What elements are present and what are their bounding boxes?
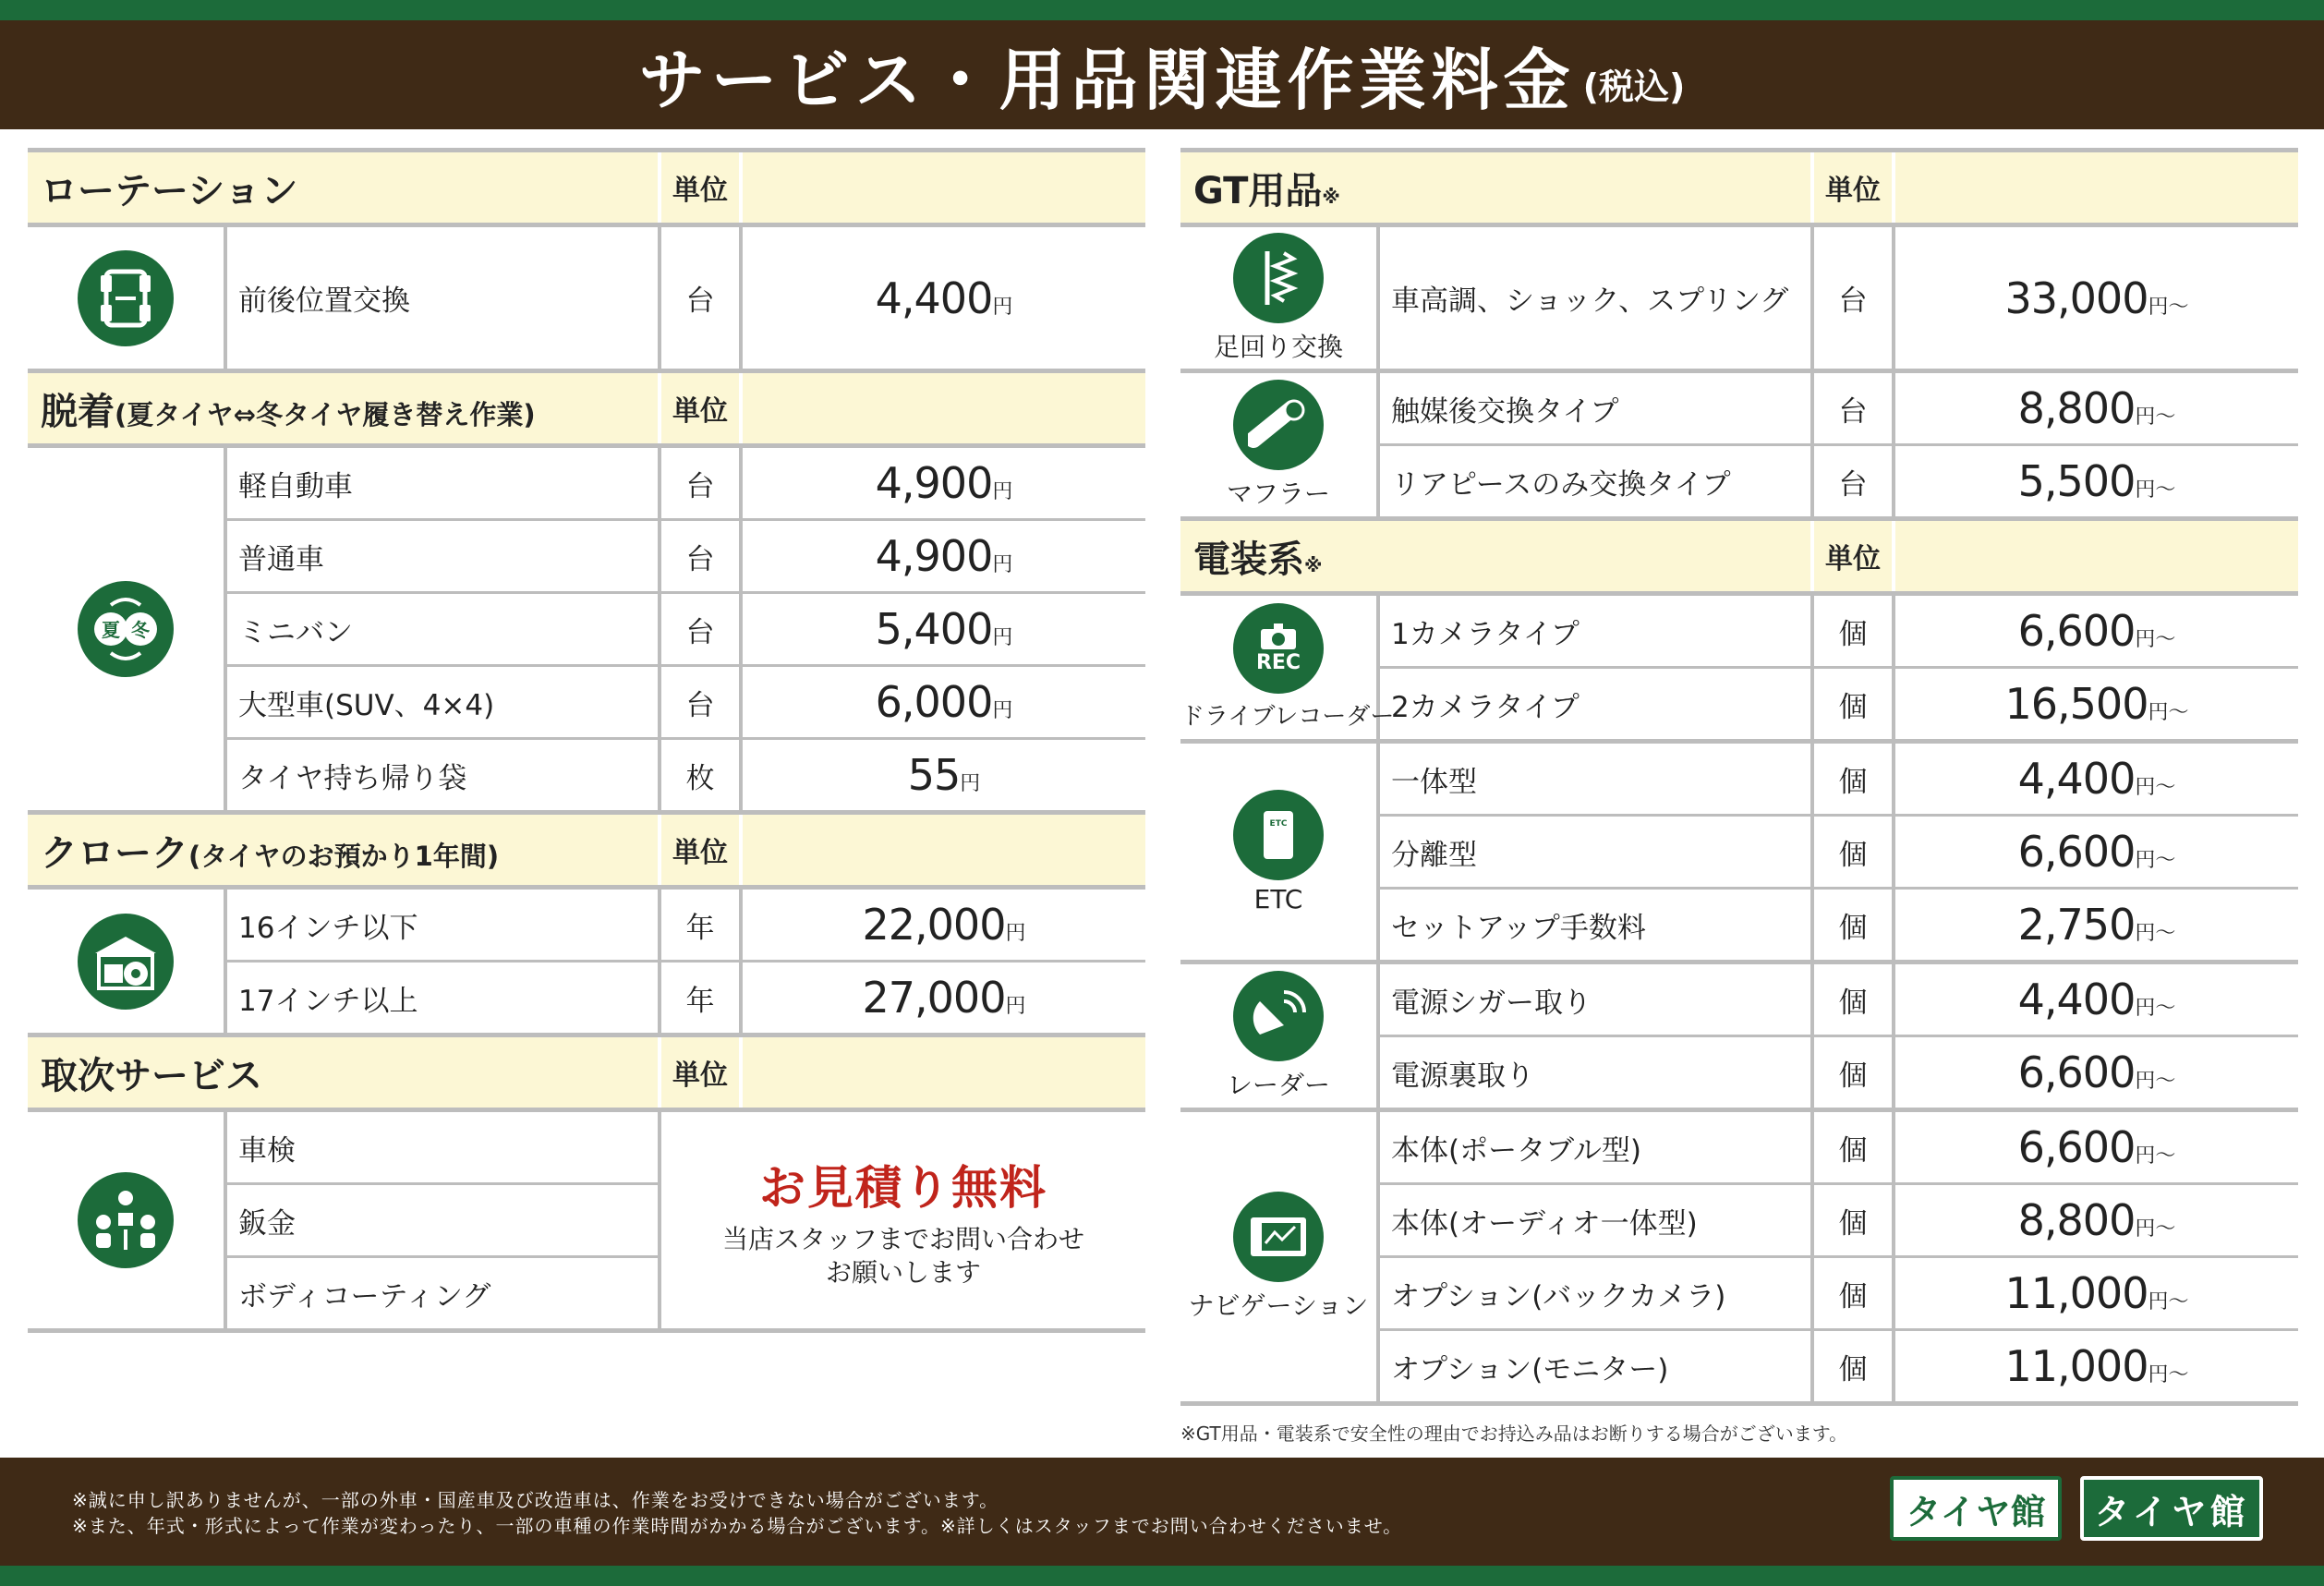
page-header xyxy=(0,20,2324,129)
unit-header: 単位 xyxy=(1812,519,1894,594)
row-price: 8,800円〜 xyxy=(1894,1184,2298,1257)
row-price: 16,500円〜 xyxy=(1894,668,2298,742)
left-price-table xyxy=(28,148,1145,1333)
radar-icon-cell xyxy=(1180,962,1378,1110)
cloak-icon-cell xyxy=(28,888,225,1035)
row-name: 大型車(SUV、4×4) xyxy=(225,666,660,739)
section-title: クローク(タイヤのお預かり1年間) xyxy=(28,813,660,888)
row-unit: 個 xyxy=(1812,1330,1894,1404)
row-price: 2,750円〜 xyxy=(1894,889,2298,962)
table-row xyxy=(1180,371,2298,445)
unit-header: 単位 xyxy=(660,1035,741,1110)
bottom-stripe xyxy=(0,1566,2324,1586)
section-title: 取次サービス xyxy=(28,1035,660,1110)
table-row xyxy=(1180,962,2298,1036)
svg-text:ETC: ETC xyxy=(1269,818,1288,829)
row-price: 4,400円 xyxy=(741,225,1145,371)
row-price: 5,400円 xyxy=(741,593,1145,666)
estimate-box xyxy=(660,1110,1145,1331)
footer-note-1: ※誠に申し訳ありませんが、一部の外車・国産車及び改造車は、作業をお受けできない場合がございます。 xyxy=(72,1489,999,1511)
section-title: GT用品※ xyxy=(1180,151,1812,225)
footer-note-2: ※また、年式・形式によって作業が変わったり、一部の車種の作業時間がかかる場合がございます。※詳しくはスタッフまでお問い合わせくださいませ。 xyxy=(72,1515,1403,1537)
row-unit: 個 xyxy=(1812,889,1894,962)
row-unit: 個 xyxy=(1812,962,1894,1036)
section-header-denso xyxy=(1180,519,2298,594)
tirekan-logo-white: タイヤ館 xyxy=(1890,1476,2062,1541)
row-price: 4,400円〜 xyxy=(1894,742,2298,816)
row-name: 17インチ以上 xyxy=(225,962,660,1035)
section-header-gt xyxy=(1180,151,2298,225)
row-price: 6,600円〜 xyxy=(1894,816,2298,889)
row-unit: 個 xyxy=(1812,1257,1894,1330)
page-title: サービス・用品関連作業料金 xyxy=(638,42,1576,119)
section-header-dechaku xyxy=(28,371,1145,446)
table-row xyxy=(28,446,1145,520)
svg-text:夏: 夏 xyxy=(102,619,120,641)
navi-icon-cell xyxy=(1180,1110,1378,1404)
row-name: 2カメラタイプ xyxy=(1378,668,1812,742)
right-panel xyxy=(1180,148,2298,1406)
row-name: 前後位置交換 xyxy=(225,225,660,371)
row-unit: 年 xyxy=(660,888,741,962)
right-price-table xyxy=(1180,148,2298,1406)
icon-label: マフラー xyxy=(1226,478,1330,509)
section-header-cloak xyxy=(28,813,1145,888)
row-name: 軽自動車 xyxy=(225,446,660,520)
row-unit: 個 xyxy=(1812,816,1894,889)
gt-denso-note: ※GT用品・電装系で安全性の理由でお持込み品はお断りする場合がございます。 xyxy=(1180,1423,1848,1445)
etc-card-icon xyxy=(1233,790,1324,880)
row-unit: 個 xyxy=(1812,594,1894,668)
icon-label: ドライブレコーダー xyxy=(1180,703,1395,731)
rotation-icon xyxy=(78,250,174,346)
unit-header: 単位 xyxy=(1812,151,1894,225)
row-price: 6,000円 xyxy=(741,666,1145,739)
dashcam-rec-icon: REC xyxy=(1233,603,1324,694)
row-price: 27,000円 xyxy=(741,962,1145,1035)
tirekan-logo-green: タイヤ館 xyxy=(2080,1476,2263,1541)
table-row xyxy=(1180,225,2298,371)
icon-label: ナビゲーション xyxy=(1188,1289,1369,1321)
row-price: 8,800円〜 xyxy=(1894,371,2298,445)
table-row xyxy=(28,1110,1145,1184)
table-row xyxy=(28,888,1145,962)
row-price: 11,000円〜 xyxy=(1894,1257,2298,1330)
row-name: オプション(バックカメラ) xyxy=(1378,1257,1812,1330)
row-name: 一体型 xyxy=(1378,742,1812,816)
row-name: 16インチ以下 xyxy=(225,888,660,962)
row-name: 鈑金 xyxy=(225,1184,660,1257)
section-title: 脱着(夏タイヤ⇔冬タイヤ履き替え作業) xyxy=(28,371,660,446)
free-estimate-label: お見積り無料 xyxy=(759,1161,1047,1215)
row-name: 分離型 xyxy=(1378,816,1812,889)
section-title: 電装系※ xyxy=(1180,519,1812,594)
tire-change-icon-cell xyxy=(28,446,225,813)
row-name: オプション(モニター) xyxy=(1378,1330,1812,1404)
row-unit: 枚 xyxy=(660,739,741,813)
row-price: 55円 xyxy=(741,739,1145,813)
svg-text:冬: 冬 xyxy=(131,619,150,641)
row-unit: 台 xyxy=(1812,371,1894,445)
row-name: 電源シガー取り xyxy=(1378,962,1812,1036)
row-name: タイヤ持ち帰り袋 xyxy=(225,739,660,813)
radar-dish-icon xyxy=(1233,971,1324,1061)
row-name: 触媒後交換タイプ xyxy=(1378,371,1812,445)
footer xyxy=(0,1458,2324,1566)
icon-label: 足回り交換 xyxy=(1213,331,1343,362)
left-panel xyxy=(28,148,1145,1333)
row-price: 4,900円 xyxy=(741,520,1145,593)
row-price: 4,400円〜 xyxy=(1894,962,2298,1036)
row-unit: 台 xyxy=(1812,225,1894,371)
section-title: ローテーション xyxy=(28,151,660,225)
summer-winter-tire-icon xyxy=(78,581,174,677)
row-unit: 台 xyxy=(660,225,741,371)
table-row xyxy=(28,225,1145,371)
agency-icon-cell xyxy=(28,1110,225,1331)
service-staff-icon xyxy=(78,1172,174,1268)
row-price: 6,600円〜 xyxy=(1894,1110,2298,1184)
row-price: 4,900円 xyxy=(741,446,1145,520)
row-name: 本体(オーディオ一体型) xyxy=(1378,1184,1812,1257)
row-unit: 台 xyxy=(660,593,741,666)
row-unit: 個 xyxy=(1812,1184,1894,1257)
row-name: ボディコーティング xyxy=(225,1257,660,1331)
storage-garage-icon xyxy=(78,914,174,1010)
table-row xyxy=(1180,1110,2298,1184)
row-unit: 個 xyxy=(1812,668,1894,742)
section-header-toritsugi xyxy=(28,1035,1145,1110)
section-header-rotation xyxy=(28,151,1145,225)
muffler-icon xyxy=(1233,380,1324,470)
row-price: 6,600円〜 xyxy=(1894,1036,2298,1110)
row-name: リアピースのみ交換タイプ xyxy=(1378,445,1812,519)
row-name: 車検 xyxy=(225,1110,660,1184)
row-unit: 個 xyxy=(1812,1110,1894,1184)
icon-label: ETC xyxy=(1253,883,1303,914)
icon-label: レーダー xyxy=(1226,1069,1330,1100)
unit-header: 単位 xyxy=(660,151,741,225)
unit-header: 単位 xyxy=(660,813,741,888)
row-price: 11,000円〜 xyxy=(1894,1330,2298,1404)
row-name: 車高調、ショック、スプリング xyxy=(1378,225,1812,371)
row-unit: 台 xyxy=(660,520,741,593)
row-name: 1カメラタイプ xyxy=(1378,594,1812,668)
tax-note: (税込) xyxy=(1582,66,1686,107)
dashcam-icon-cell xyxy=(1180,594,1395,742)
row-name: セットアップ手数料 xyxy=(1378,889,1812,962)
row-name: 普通車 xyxy=(225,520,660,593)
row-unit: 台 xyxy=(1812,445,1894,519)
row-name: 本体(ポータブル型) xyxy=(1378,1110,1812,1184)
top-stripe xyxy=(0,0,2324,20)
row-unit: 個 xyxy=(1812,1036,1894,1110)
row-unit: 台 xyxy=(660,446,741,520)
row-unit: 個 xyxy=(1812,742,1894,816)
navigation-icon xyxy=(1233,1192,1324,1282)
table-row xyxy=(1180,742,2298,816)
row-unit: 年 xyxy=(660,962,741,1035)
row-price: 33,000円〜 xyxy=(1894,225,2298,371)
row-price: 22,000円 xyxy=(741,888,1145,962)
unit-header: 単位 xyxy=(660,371,741,446)
row-name: ミニバン xyxy=(225,593,660,666)
row-unit: 台 xyxy=(660,666,741,739)
row-price: 6,600円〜 xyxy=(1894,594,2298,668)
row-price: 5,500円〜 xyxy=(1894,445,2298,519)
table-row xyxy=(1180,594,2298,668)
muffler-icon-cell xyxy=(1180,371,1378,519)
etc-icon-cell xyxy=(1180,742,1378,962)
rotation-icon-cell xyxy=(28,225,225,371)
estimate-note: 当店スタッフまでお問い合わせ お願いします xyxy=(721,1224,1084,1288)
suspension-icon xyxy=(1233,233,1324,323)
suspension-icon-cell xyxy=(1180,225,1378,371)
row-name: 電源裏取り xyxy=(1378,1036,1812,1110)
